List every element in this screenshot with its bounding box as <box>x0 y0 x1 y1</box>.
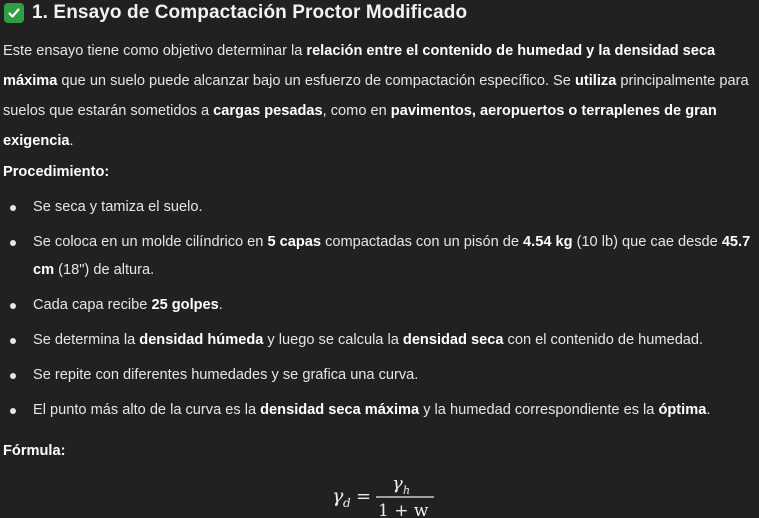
step-text: y luego se calcula la <box>263 332 403 348</box>
step-text: . <box>218 297 223 313</box>
step-text: (10 lb) que cae desde <box>572 234 722 250</box>
intro-paragraph <box>3 36 757 156</box>
list-item <box>33 193 753 221</box>
step-text: Se repite con diferentes humedades y se grafica una curva. <box>33 367 419 383</box>
section-title: 1. Ensayo de Compactación Proctor Modificado <box>32 2 468 23</box>
intro-text: principalmente para suelos que estarán sometidos a <box>3 73 749 119</box>
formula-lhs: γ <box>332 485 344 507</box>
step-bold-text: densidad seca <box>402 332 504 348</box>
bullet-icon <box>10 373 16 379</box>
intro-text: . <box>69 133 74 149</box>
list-item <box>33 396 753 424</box>
intro-text: que un suelo puede alcanzar bajo un esfuerzo de compactación específico. Se <box>57 73 575 89</box>
step-bold-text: 4.54 kg <box>523 234 573 250</box>
step-text: (18") de altura. <box>54 262 155 278</box>
dry-density-formula <box>330 472 440 518</box>
procedimiento-label: Procedimiento: <box>3 164 110 180</box>
step-bold-text: densidad seca máxima <box>260 402 420 418</box>
bullet-icon <box>10 408 16 414</box>
step-bold-text: óptima <box>658 402 707 418</box>
bullet-icon <box>10 338 16 344</box>
formula-label: Fórmula: <box>3 443 66 459</box>
intro-text: Este ensayo tiene como objetivo determinar la <box>3 43 307 59</box>
list-item <box>33 228 753 284</box>
step-text: Cada capa recibe <box>33 297 152 313</box>
step-text: compactadas con un pisón de <box>321 234 524 250</box>
step-text: Se seca y tamiza el suelo. <box>33 199 203 215</box>
step-text: con el contenido de humedad. <box>503 332 704 348</box>
intro-bold-text: utiliza <box>574 73 617 89</box>
formula-numerator-subscript: h <box>403 484 411 497</box>
intro-bold-text: cargas pesadas <box>213 103 323 119</box>
formula-equals: = <box>356 486 372 507</box>
formula-numerator: γ <box>392 473 403 494</box>
step-text: Se determina la <box>33 332 140 348</box>
step-bold-text: 45.7 cm <box>33 234 751 278</box>
step-text: y la humedad correspondiente es la <box>419 402 659 418</box>
section-heading <box>4 1 467 25</box>
step-text: Se coloca en un molde cilíndrico en <box>33 234 268 250</box>
bullet-icon <box>10 205 16 211</box>
formula-lhs-subscript: d <box>343 496 351 510</box>
step-bold-text: 25 golpes <box>151 297 219 313</box>
step-bold-text: densidad húmeda <box>139 332 264 348</box>
intro-bold-text: relación entre el contenido de humedad y la densidad seca máxima <box>3 43 716 89</box>
step-bold-text: 5 capas <box>267 234 322 250</box>
list-item <box>33 326 753 354</box>
intro-bold-text: pavimentos, aeropuertos o terraplenes de gran exigencia <box>3 103 717 149</box>
check-mark-icon <box>4 3 24 23</box>
step-text: El punto más alto de la curva es la <box>33 402 261 418</box>
intro-text: , como en <box>322 103 391 119</box>
bullet-icon <box>10 303 16 309</box>
step-text: . <box>706 402 711 418</box>
list-item <box>33 291 753 319</box>
bullet-icon <box>10 240 16 246</box>
list-item <box>33 361 753 389</box>
formula-denominator: 1 + w <box>378 501 429 518</box>
